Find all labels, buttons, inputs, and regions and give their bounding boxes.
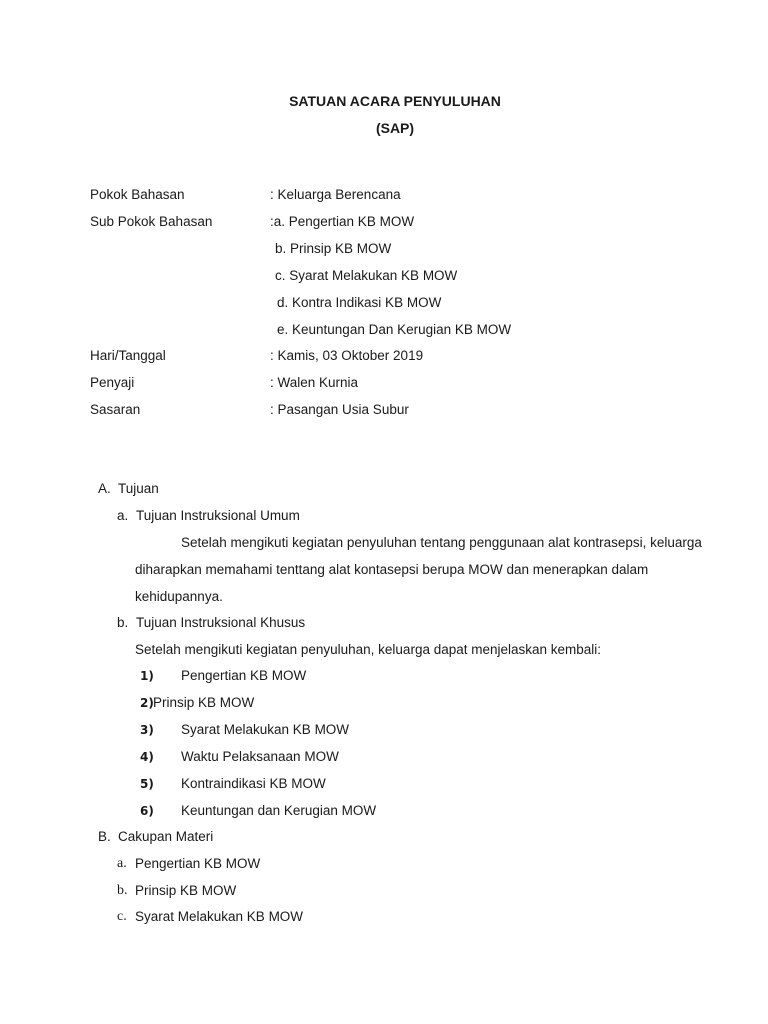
objective-number: 2) (140, 696, 154, 710)
penyaji-label: Penyaji (90, 375, 135, 390)
sub-b-intro: Setelah mengikuti kegiatan penyuluhan, keluarga dapat menjelaskan kembali: (135, 642, 602, 657)
objective-text: Kontraindikasi KB MOW (181, 776, 326, 791)
objective-number: 5) (140, 777, 154, 791)
objective-text: Syarat Melakukan KB MOW (181, 722, 350, 737)
section-b-heading: Cakupan Materi (118, 829, 214, 844)
objective-number: 1) (140, 669, 154, 683)
objective-text: Waktu Pelaksanaan MOW (181, 749, 339, 764)
objective-number: 3) (140, 723, 154, 737)
objective-text: Keuntungan dan Kerugian MOW (181, 803, 377, 818)
sasaran-value: : Pasangan Usia Subur (270, 402, 409, 417)
hari-tanggal-value: : Kamis, 03 Oktober 2019 (270, 348, 424, 363)
section-a-marker: A. (98, 481, 111, 496)
pokok-bahasan-label: Pokok Bahasan (90, 187, 185, 202)
paragraph-line: kehidupannya. (135, 589, 223, 604)
material-marker: c. (117, 909, 127, 924)
sub-pokok-item: e. Keuntungan Dan Kerugian KB MOW (277, 322, 512, 337)
sub-a-heading: Tujuan Instruksional Umum (136, 508, 300, 523)
paragraph-line: Setelah mengikuti kegiatan penyuluhan tentang penggunaan alat kontrasepsi, keluarga (181, 535, 702, 550)
objective-number: 4) (140, 750, 154, 764)
section-a-heading: Tujuan (118, 481, 159, 496)
document-title: SATUAN ACARA PENYULUHAN (289, 93, 501, 109)
sub-a-marker: a. (117, 508, 129, 523)
material-item: Pengertian KB MOW (135, 856, 261, 871)
material-marker: b. (117, 883, 128, 898)
sub-pokok-item: :a. Pengertian KB MOW (270, 214, 415, 229)
document-subtitle: (SAP) (375, 120, 415, 136)
sub-b-heading: Tujuan Instruksional Khusus (136, 615, 306, 630)
sasaran-label: Sasaran (90, 402, 141, 417)
section-b-marker: B. (98, 829, 111, 844)
paragraph-line: diharapkan memahami tenttang alat kontasepsi berupa MOW dan menerapkan dalam (135, 562, 649, 577)
material-item: Syarat Melakukan KB MOW (135, 909, 304, 924)
objective-text: Pengertian KB MOW (181, 668, 307, 683)
sub-b-marker: b. (117, 615, 129, 630)
sub-pokok-item: d. Kontra Indikasi KB MOW (277, 295, 442, 310)
sub-pokok-item: b. Prinsip KB MOW (275, 241, 392, 256)
objective-number: 6) (140, 804, 154, 818)
pokok-bahasan-value: : Keluarga Berencana (270, 187, 401, 202)
sub-pokok-item: c. Syarat Melakukan KB MOW (275, 268, 458, 283)
material-marker: a. (117, 856, 127, 871)
hari-tanggal-label: Hari/Tanggal (90, 348, 166, 363)
material-item: Prinsip KB MOW (135, 883, 237, 898)
sub-pokok-bahasan-label: Sub Pokok Bahasan (90, 214, 213, 229)
penyaji-value: : Walen Kurnia (270, 375, 359, 390)
objective-text: Prinsip KB MOW (153, 695, 255, 710)
